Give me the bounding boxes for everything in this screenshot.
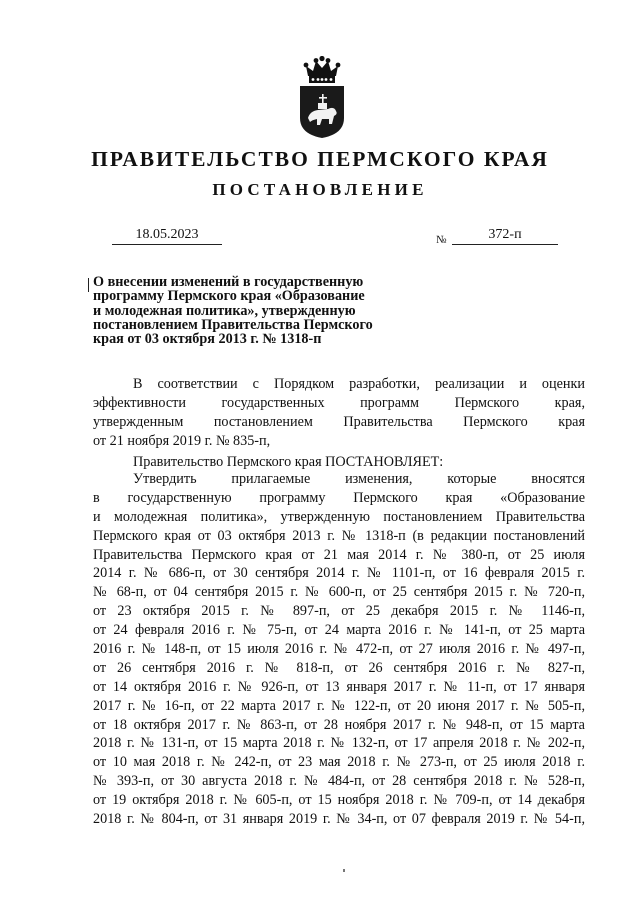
body-line: 2014 г. № 686-п, от 30 сентября 2014 г. № 1101-п, от 16 февраля 2015 г. (93, 565, 585, 582)
body-line: В соответствии с Порядком разработки, реализации и оценки (133, 376, 585, 392)
body-line: 2018 г. № 131-п, от 15 марта 2018 г. № 132-п, от 17 апреля 2018 г. № 202-п, (93, 735, 585, 752)
paragraph-approve (93, 470, 585, 829)
document-date: 18.05.2023 (112, 227, 222, 245)
subject-line: О внесении изменений в государственную (93, 274, 364, 290)
body-line: 2017 г. № 16-п, от 22 марта 2017 г. № 122-п, от 20 июня 2017 г. № 505-п, (93, 697, 585, 714)
document-number: 372-п (452, 227, 558, 245)
body-line: от 19 октября 2018 г. № 605-п, от 15 ноября 2018 г. № 709-п, от 14 декабря (93, 792, 585, 809)
body-line: и молодежная политика», утвержденную постановлением Правительства (93, 508, 585, 525)
body-line: от 18 октября 2017 г. № 863-п, от 28 ноября 2017 г. № 948-п, от 15 марта (93, 716, 585, 733)
body-line: от 26 сентября 2016 г. № 818-п, от 26 сентября 2016 г. № 827-п, (93, 659, 585, 676)
body-line: Пермского края от 03 октября 2013 г. № 1318-п (в редакции постановлений (93, 527, 585, 544)
subject-line: и молодежная политика», утвержденную (93, 302, 356, 319)
body-line: от 21 ноября 2019 г. № 835-п, (93, 432, 271, 449)
body-line: в государственную программу Пермского края «Образование (93, 489, 585, 506)
paragraph-basis (93, 375, 585, 451)
document-subject (93, 275, 413, 346)
subject-line: постановлением Правительства Пермского (93, 316, 373, 333)
subject-line: программу Пермского края «Образование (93, 288, 365, 305)
body-line: от 23 октября 2015 г. № 897-п, от 25 декабря 2015 г. № 1146-п, (93, 603, 585, 620)
body-line: № 68-п, от 04 сентября 2015 г. № 600-п, от 25 сентября 2015 г. № 720-п, (93, 584, 585, 601)
subject-corner-mark (88, 278, 89, 292)
page-speck (343, 869, 345, 872)
document-type: ПОСТАНОВЛЕНИЕ (212, 180, 428, 199)
body-line: от 10 мая 2018 г. № 242-п, от 23 мая 2018 г. № 273-п, от 25 июля 2018 г. (93, 754, 585, 771)
body-line: № 393-п, от 30 августа 2018 г. № 484-п, от 28 сентября 2018 г. № 528-п, (93, 773, 585, 790)
government-title: ПРАВИТЕЛЬСТВО ПЕРМСКОГО КРАЯ (91, 147, 549, 171)
body-line: от 24 февраля 2016 г. № 75-п, от 24 марта 2016 г. № 141-п, от 25 марта (93, 622, 585, 639)
body-line: Утвердить прилагаемые изменения, которые вносятся (133, 471, 585, 487)
body-line: Правительства Пермского края от 21 мая 2014 г. № 380-п, от 25 июля (93, 546, 585, 563)
subject-line: края от 03 октября 2013 г. № 1318-п (93, 331, 322, 348)
body-line: 2018 г. № 804-п, от 31 января 2019 г. № 34-п, от 07 февраля 2019 г. № 54-п, (93, 811, 585, 828)
body-line: Правительство Пермского края ПОСТАНОВЛЯЕТ: (133, 454, 444, 470)
body-line: утвержденным постановлением Правительства Пермского края (93, 413, 585, 430)
body-line: эффективности государственных программ Пермского края, (93, 394, 585, 411)
body-line: от 14 октября 2016 г. № 926-п, от 13 января 2017 г. № 11-п, от 17 января (93, 678, 585, 695)
body-line: 2016 г. № 148-п, от 15 июля 2016 г. № 472-п, от 27 июля 2016 г. № 497-п, (93, 641, 585, 658)
number-sign: № (436, 234, 447, 246)
coat-of-arms-icon (296, 56, 348, 140)
